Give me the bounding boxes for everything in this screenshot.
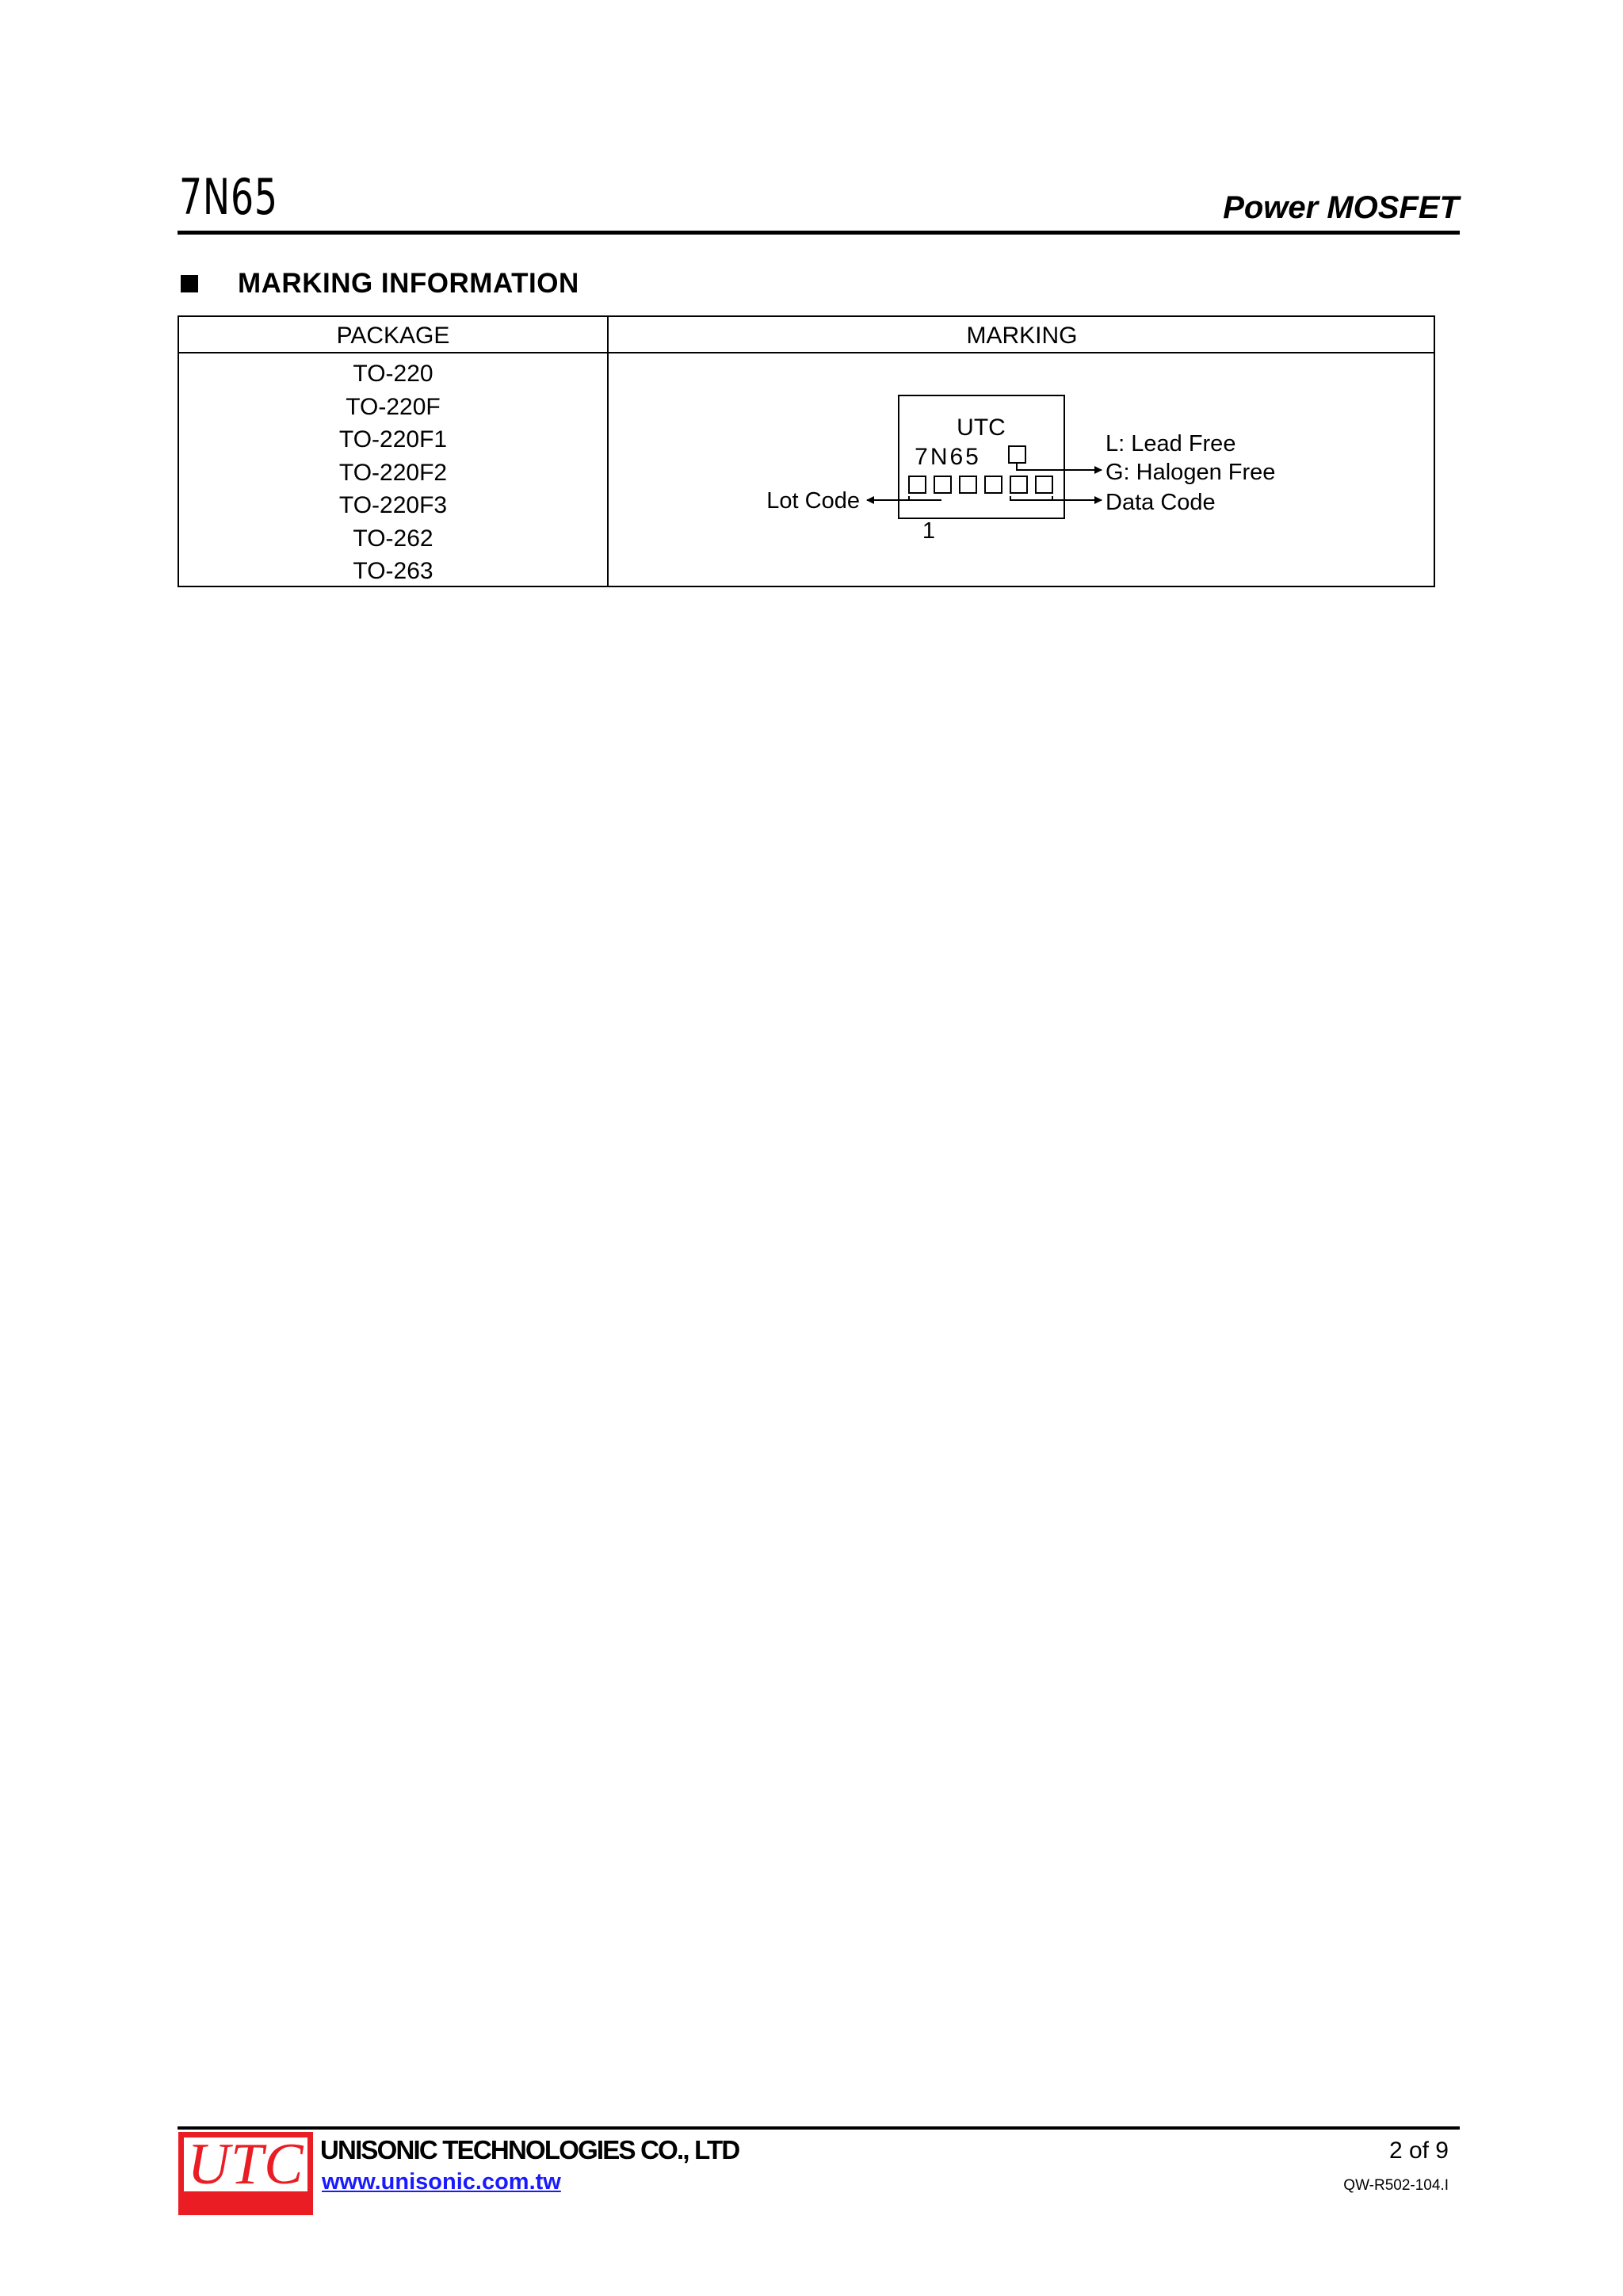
code-box [960, 476, 976, 493]
code-box [985, 476, 1002, 493]
company-name: UNISONIC TECHNOLOGIES CO., LTD [320, 2135, 739, 2164]
part-number-title: 7N65 [179, 168, 278, 226]
package-item: TO-220F1 [338, 426, 448, 453]
lot-code-label: Lot Code [766, 488, 860, 514]
package-item: TO-263 [353, 558, 433, 584]
package-list [179, 357, 607, 588]
chip-brand-text: UTC [957, 415, 1006, 441]
code-box [1036, 476, 1052, 493]
column-header-marking: MARKING [966, 323, 1078, 349]
package-item: TO-262 [353, 525, 433, 552]
column-header-package: PACKAGE [336, 323, 450, 349]
code-boxes [909, 476, 1052, 493]
package-item: TO-220F3 [338, 492, 448, 518]
package-item: TO-220F [346, 393, 441, 420]
document-subtitle: Power MOSFET [1223, 190, 1459, 225]
code-box [909, 476, 926, 493]
lead-free-label: L: Lead Free [1106, 431, 1236, 457]
data-code-label: Data Code [1106, 490, 1216, 515]
website-link[interactable]: www.unisonic.com.tw [322, 2169, 561, 2195]
header-rule [178, 231, 1460, 235]
package-item: TO-220 [353, 361, 433, 387]
halogen-free-label: G: Halogen Free [1106, 460, 1276, 485]
code-box [934, 476, 951, 493]
pin-one-label: 1 [922, 518, 936, 544]
page-number: 2 of 9 [1388, 2137, 1449, 2164]
package-item: TO-220F2 [338, 459, 448, 486]
utc-logo-text: UTC [187, 2132, 304, 2197]
code-box [1010, 476, 1027, 493]
lead-halogen-box [1009, 446, 1025, 463]
lead-halogen-arrow [1017, 463, 1102, 470]
marking-diagram [609, 353, 1435, 586]
square-bullet-icon [181, 275, 198, 292]
data-code-bracket [1010, 496, 1052, 500]
document-number: QW-R502-104.I [1343, 2177, 1449, 2194]
section-title: MARKING INFORMATION [238, 268, 579, 299]
chip-part-text: 7N65 [915, 444, 981, 470]
footer-rule [178, 2126, 1460, 2130]
